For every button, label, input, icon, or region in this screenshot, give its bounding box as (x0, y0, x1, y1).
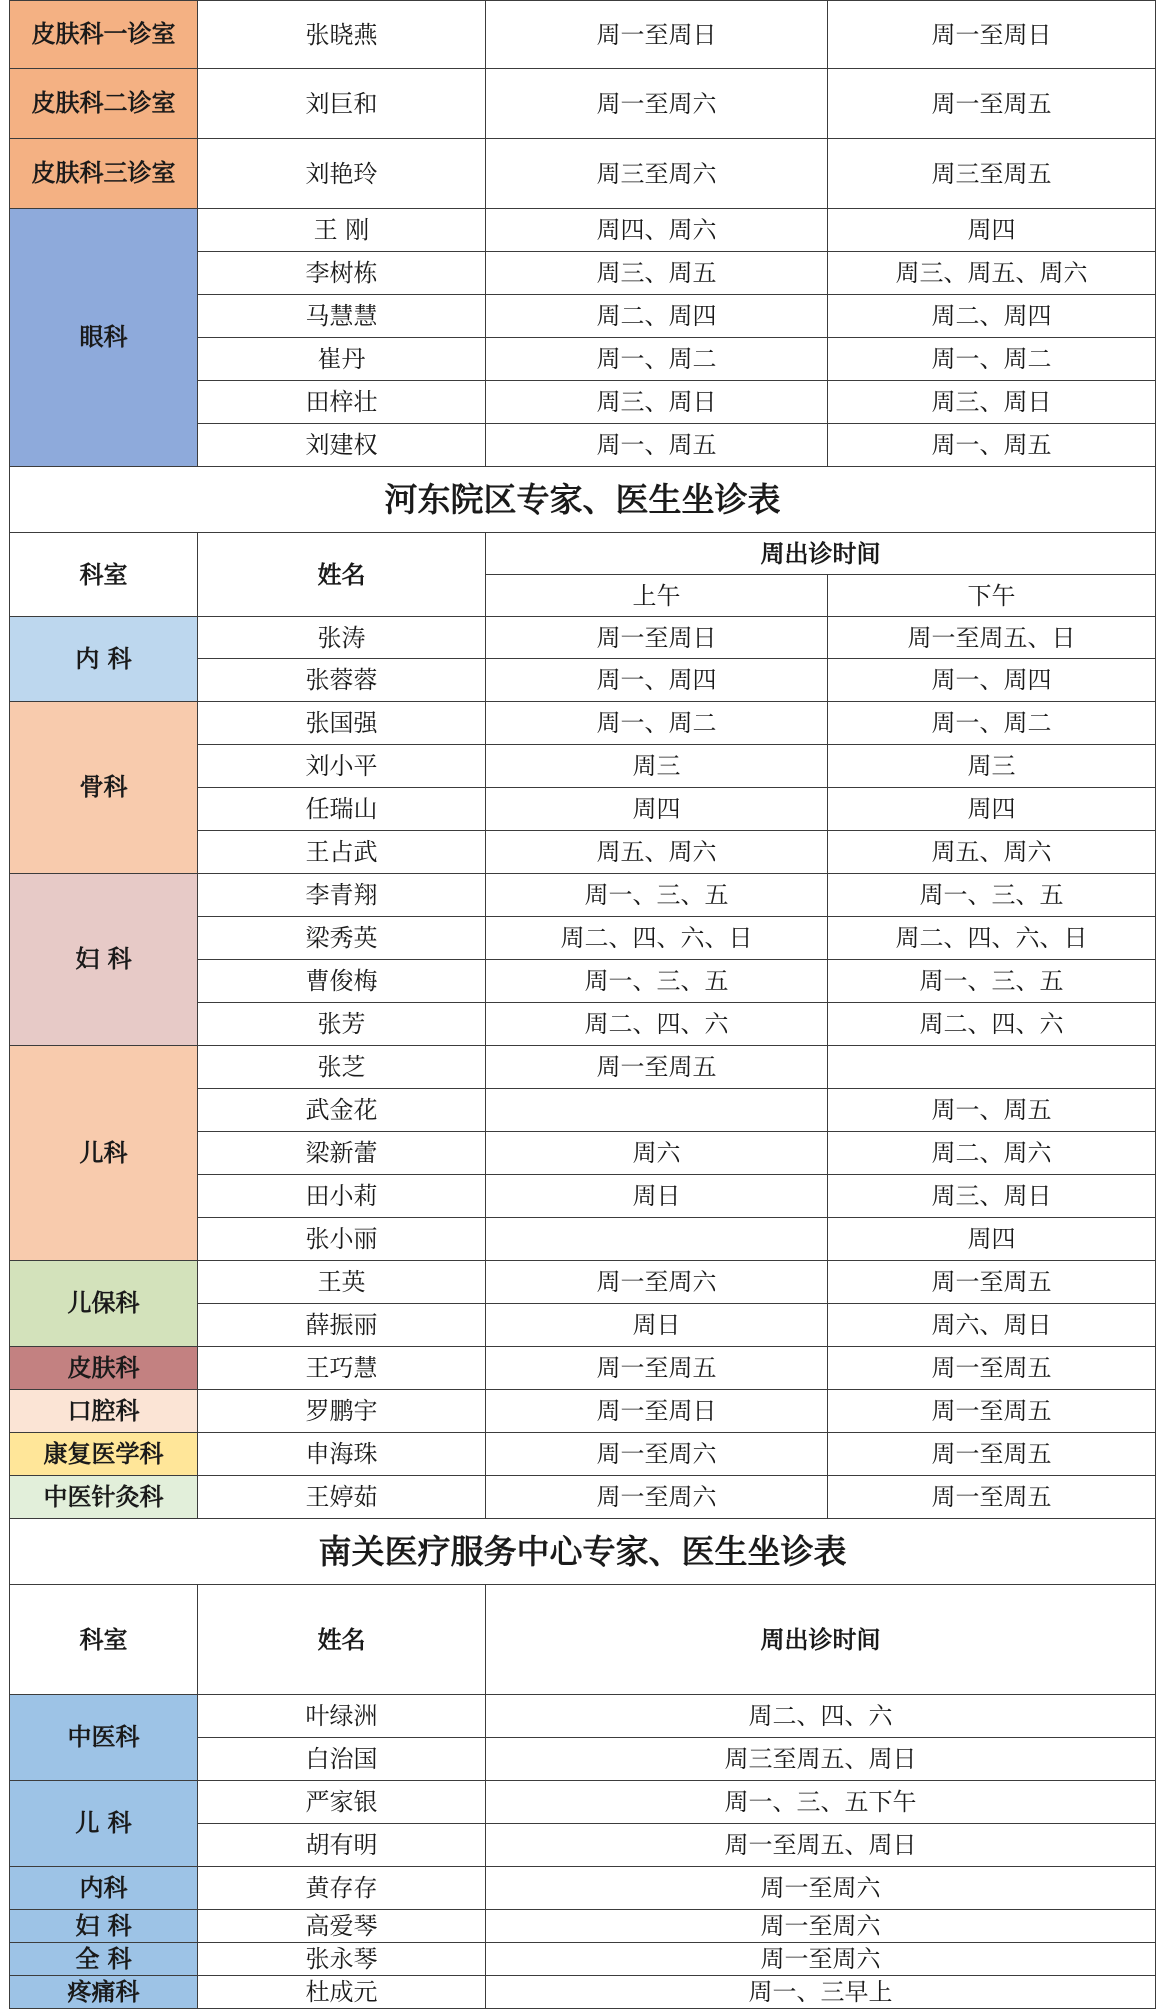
section-title-row (10, 467, 1156, 533)
afternoon-time: 周一、周五 (828, 1089, 1156, 1132)
doctor-name: 黄存存 (198, 1867, 486, 1910)
visit-time: 周一、三、五下午 (486, 1781, 1156, 1824)
morning-time: 周三至周六 (486, 139, 828, 209)
afternoon-time: 周一至周五 (828, 69, 1156, 139)
header-dept: 科室 (10, 533, 198, 617)
doctor-name: 叶绿洲 (198, 1695, 486, 1738)
department-cell: 骨科 (10, 702, 198, 874)
header-afternoon: 下午 (828, 575, 1156, 617)
table-row (10, 1, 1156, 69)
table-row (10, 874, 1156, 917)
department-cell: 儿保科 (10, 1261, 198, 1347)
doctor-name: 张小丽 (198, 1218, 486, 1261)
morning-time: 周二、四、六、日 (486, 917, 828, 960)
afternoon-time: 周一至周五 (828, 1347, 1156, 1390)
table-row (10, 617, 1156, 659)
morning-time: 周三、周五 (486, 252, 828, 295)
table-row (10, 69, 1156, 139)
morning-time: 周二、周四 (486, 295, 828, 338)
morning-time: 周一、周五 (486, 424, 828, 467)
doctor-name: 刘建权 (198, 424, 486, 467)
table-row (10, 1781, 1156, 1824)
afternoon-time: 周三至周五 (828, 139, 1156, 209)
header-morning: 上午 (486, 575, 828, 617)
doctor-name: 梁新蕾 (198, 1132, 486, 1175)
morning-time: 周一至周五 (486, 1046, 828, 1089)
morning-time: 周六 (486, 1132, 828, 1175)
afternoon-time: 周一至周五 (828, 1261, 1156, 1304)
department-cell: 皮肤科一诊室 (10, 1, 198, 69)
doctor-name: 张芝 (198, 1046, 486, 1089)
table-row (10, 702, 1156, 745)
department-cell: 内科 (10, 1867, 198, 1910)
morning-time: 周五、周六 (486, 831, 828, 874)
doctor-name: 李树栋 (198, 252, 486, 295)
table-row (10, 1347, 1156, 1390)
table-row (10, 139, 1156, 209)
header-time: 周出诊时间 (486, 533, 1156, 575)
doctor-name: 刘小平 (198, 745, 486, 788)
table-row (10, 209, 1156, 252)
afternoon-time: 周一、周四 (828, 659, 1156, 702)
afternoon-time: 周一至周日 (828, 1, 1156, 69)
morning-time: 周一至周六 (486, 69, 828, 139)
department-cell: 中医科 (10, 1695, 198, 1781)
nanguan-title: 南关医疗服务中心专家、医生坐诊表 (10, 1519, 1156, 1585)
afternoon-time: 周四 (828, 209, 1156, 252)
morning-time: 周一、三、五 (486, 960, 828, 1003)
morning-time: 周一、周二 (486, 338, 828, 381)
afternoon-time: 周六、周日 (828, 1304, 1156, 1347)
doctor-name: 张涛 (198, 617, 486, 659)
afternoon-time: 周一至周五 (828, 1476, 1156, 1519)
department-cell: 皮肤科三诊室 (10, 139, 198, 209)
morning-time: 周一至周日 (486, 1390, 828, 1433)
morning-time: 周一至周六 (486, 1476, 828, 1519)
morning-time: 周三、周日 (486, 381, 828, 424)
department-cell: 中医针灸科 (10, 1476, 198, 1519)
header-name: 姓名 (198, 533, 486, 617)
afternoon-time: 周二、四、六 (828, 1003, 1156, 1046)
doctor-name: 王 刚 (198, 209, 486, 252)
morning-time: 周四 (486, 788, 828, 831)
afternoon-time: 周一、三、五 (828, 960, 1156, 1003)
afternoon-time: 周一、三、五 (828, 874, 1156, 917)
afternoon-time: 周二、四、六、日 (828, 917, 1156, 960)
table-row (10, 1261, 1156, 1304)
department-cell: 疼痛科 (10, 1976, 198, 2009)
table-row (10, 1695, 1156, 1738)
header-dept: 科室 (10, 1585, 198, 1695)
doctor-name: 刘巨和 (198, 69, 486, 139)
afternoon-time: 周三、周五、周六 (828, 252, 1156, 295)
doctor-name: 刘艳玲 (198, 139, 486, 209)
afternoon-time (828, 1046, 1156, 1089)
morning-time: 周一至周日 (486, 1, 828, 69)
doctor-name: 白治国 (198, 1738, 486, 1781)
header-name: 姓名 (198, 1585, 486, 1695)
header-time: 周出诊时间 (486, 1585, 1156, 1695)
department-cell: 眼科 (10, 209, 198, 467)
doctor-name: 田梓壮 (198, 381, 486, 424)
morning-time: 周四、周六 (486, 209, 828, 252)
table-row (10, 1976, 1156, 2009)
visit-time: 周三至周五、周日 (486, 1738, 1156, 1781)
afternoon-time: 周五、周六 (828, 831, 1156, 874)
visit-time: 周一、三早上 (486, 1976, 1156, 2009)
doctor-name: 王占武 (198, 831, 486, 874)
doctor-name: 王婷茹 (198, 1476, 486, 1519)
table-row (10, 1046, 1156, 1089)
doctor-name: 田小莉 (198, 1175, 486, 1218)
doctor-name: 严家银 (198, 1781, 486, 1824)
table-row (10, 1867, 1156, 1910)
table-row (10, 1433, 1156, 1476)
morning-time: 周一至周五 (486, 1347, 828, 1390)
schedule-table (9, 0, 1156, 2009)
afternoon-time: 周二、周六 (828, 1132, 1156, 1175)
visit-time: 周一至周六 (486, 1943, 1156, 1976)
afternoon-time: 周三、周日 (828, 1175, 1156, 1218)
visit-time: 周二、四、六 (486, 1695, 1156, 1738)
department-cell: 皮肤科 (10, 1347, 198, 1390)
doctor-name: 任瑞山 (198, 788, 486, 831)
header-row (10, 1585, 1156, 1695)
department-cell: 儿 科 (10, 1781, 198, 1867)
doctor-name: 张蓉蓉 (198, 659, 486, 702)
header-row (10, 533, 1156, 575)
hedong-title: 河东院区专家、医生坐诊表 (10, 467, 1156, 533)
morning-time (486, 1218, 828, 1261)
doctor-name: 高爱琴 (198, 1910, 486, 1943)
doctor-name: 张国强 (198, 702, 486, 745)
afternoon-time: 周三、周日 (828, 381, 1156, 424)
department-cell: 儿科 (10, 1046, 198, 1261)
morning-time: 周一、周四 (486, 659, 828, 702)
table-row (10, 1910, 1156, 1943)
department-cell: 妇 科 (10, 874, 198, 1046)
morning-time: 周一至周六 (486, 1261, 828, 1304)
visit-time: 周一至周六 (486, 1867, 1156, 1910)
morning-time (486, 1089, 828, 1132)
table-row (10, 1476, 1156, 1519)
doctor-name: 武金花 (198, 1089, 486, 1132)
doctor-name: 薛振丽 (198, 1304, 486, 1347)
department-cell: 妇 科 (10, 1910, 198, 1943)
doctor-name: 王英 (198, 1261, 486, 1304)
doctor-name: 李青翔 (198, 874, 486, 917)
afternoon-time: 周三 (828, 745, 1156, 788)
doctor-name: 张晓燕 (198, 1, 486, 69)
doctor-name: 胡有明 (198, 1824, 486, 1867)
afternoon-time: 周一至周五 (828, 1390, 1156, 1433)
table-row (10, 1390, 1156, 1433)
department-cell: 口腔科 (10, 1390, 198, 1433)
morning-time: 周日 (486, 1304, 828, 1347)
department-cell: 全 科 (10, 1943, 198, 1976)
department-cell: 内 科 (10, 617, 198, 702)
afternoon-time: 周四 (828, 1218, 1156, 1261)
doctor-name: 崔丹 (198, 338, 486, 381)
afternoon-time: 周一、周五 (828, 424, 1156, 467)
morning-time: 周二、四、六 (486, 1003, 828, 1046)
doctor-name: 马慧慧 (198, 295, 486, 338)
visit-time: 周一至周五、周日 (486, 1824, 1156, 1867)
afternoon-time: 周二、周四 (828, 295, 1156, 338)
afternoon-time: 周一、周二 (828, 702, 1156, 745)
doctor-name: 罗鹏宇 (198, 1390, 486, 1433)
doctor-name: 张芳 (198, 1003, 486, 1046)
doctor-name: 杜成元 (198, 1976, 486, 2009)
department-cell: 康复医学科 (10, 1433, 198, 1476)
visit-time: 周一至周六 (486, 1910, 1156, 1943)
afternoon-time: 周一至周五、日 (828, 617, 1156, 659)
morning-time: 周日 (486, 1175, 828, 1218)
morning-time: 周一、三、五 (486, 874, 828, 917)
morning-time: 周三 (486, 745, 828, 788)
table-row (10, 1943, 1156, 1976)
morning-time: 周一、周二 (486, 702, 828, 745)
doctor-name: 王巧慧 (198, 1347, 486, 1390)
doctor-name: 曹俊梅 (198, 960, 486, 1003)
afternoon-time: 周一至周五 (828, 1433, 1156, 1476)
section-title-row (10, 1519, 1156, 1585)
morning-time: 周一至周日 (486, 617, 828, 659)
afternoon-time: 周四 (828, 788, 1156, 831)
department-cell: 皮肤科二诊室 (10, 69, 198, 139)
doctor-name: 张永琴 (198, 1943, 486, 1976)
afternoon-time: 周一、周二 (828, 338, 1156, 381)
morning-time: 周一至周六 (486, 1433, 828, 1476)
doctor-name: 申海珠 (198, 1433, 486, 1476)
doctor-name: 梁秀英 (198, 917, 486, 960)
